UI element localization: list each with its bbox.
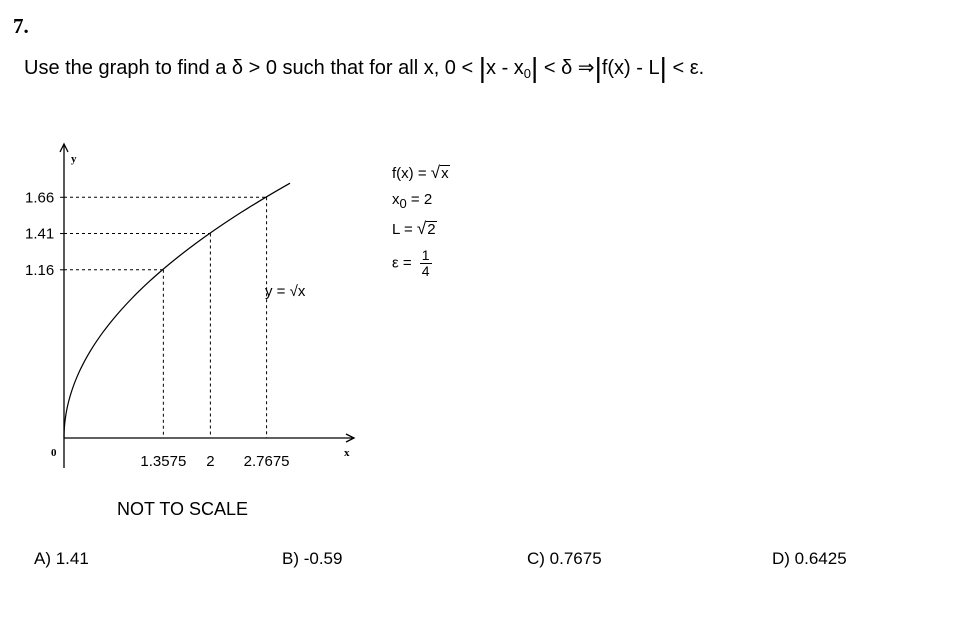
abs-bar-left-2: |: [594, 52, 602, 83]
function-label: f(x) =: [392, 165, 427, 182]
prompt-text-1: Use the graph to find a δ > 0 such that for all x, 0 <: [24, 57, 474, 79]
limit-definition: [392, 220, 450, 248]
epsilon-definition: [392, 248, 450, 282]
function-definition: [392, 164, 450, 192]
prompt-abs-1: x - x: [486, 57, 524, 79]
given-values: [392, 164, 450, 282]
curve-label: y = √x: [265, 283, 306, 300]
epsilon-fraction: [420, 248, 432, 279]
x0-definition: [392, 192, 450, 220]
y-tick-label-0: 1.16: [25, 261, 55, 279]
question-prompt: [24, 52, 704, 84]
function-radicand: x: [441, 165, 449, 182]
prompt-text-3: < ε.: [672, 57, 705, 79]
sqrt-graph: [0, 130, 380, 480]
origin-label: 0: [51, 447, 57, 459]
prompt-abs-1-sub: 0: [523, 66, 532, 81]
choice-c[interactable]: C) 0.7675: [527, 549, 602, 568]
abs-bar-right-2: |: [659, 52, 667, 83]
choice-d[interactable]: D) 0.6425: [772, 549, 847, 568]
y-axis-label: y: [71, 153, 77, 165]
sqrt-curve: [64, 183, 290, 438]
axes: [51, 144, 354, 468]
x-tick-label-2: 2.7675: [243, 453, 290, 470]
sqrt-symbol: √: [430, 163, 441, 182]
abs-bar-left-1: |: [478, 52, 487, 83]
sqrt-symbol-2: √: [416, 219, 427, 238]
scale-note: NOT TO SCALE: [117, 499, 249, 519]
x0-value: = 2: [410, 191, 433, 208]
limit-label: L =: [392, 221, 413, 238]
epsilon-denominator: 4: [421, 263, 430, 279]
y-tick-label-2: 1.66: [25, 189, 55, 207]
x-axis-label: x: [344, 447, 350, 459]
epsilon-numerator: 1: [421, 247, 430, 263]
x-tick-label-0: 1.3575: [140, 453, 187, 470]
prompt-abs-2: f(x) - L: [601, 57, 660, 79]
guide-lines: [64, 197, 267, 438]
y-tick-label-1: 1.41: [25, 225, 55, 243]
choice-b[interactable]: B) -0.59: [282, 549, 343, 568]
choice-a[interactable]: A) 1.41: [34, 549, 89, 568]
x0-label: x: [392, 191, 400, 208]
epsilon-label: ε =: [392, 254, 412, 272]
abs-bar-right-1: |: [531, 52, 539, 83]
x-tick-label-1: 2: [206, 453, 215, 470]
limit-radicand: 2: [427, 221, 436, 238]
prompt-text-2: < δ ⇒: [543, 57, 595, 79]
question-number: 7.: [13, 14, 29, 38]
x0-sub: 0: [399, 196, 407, 211]
